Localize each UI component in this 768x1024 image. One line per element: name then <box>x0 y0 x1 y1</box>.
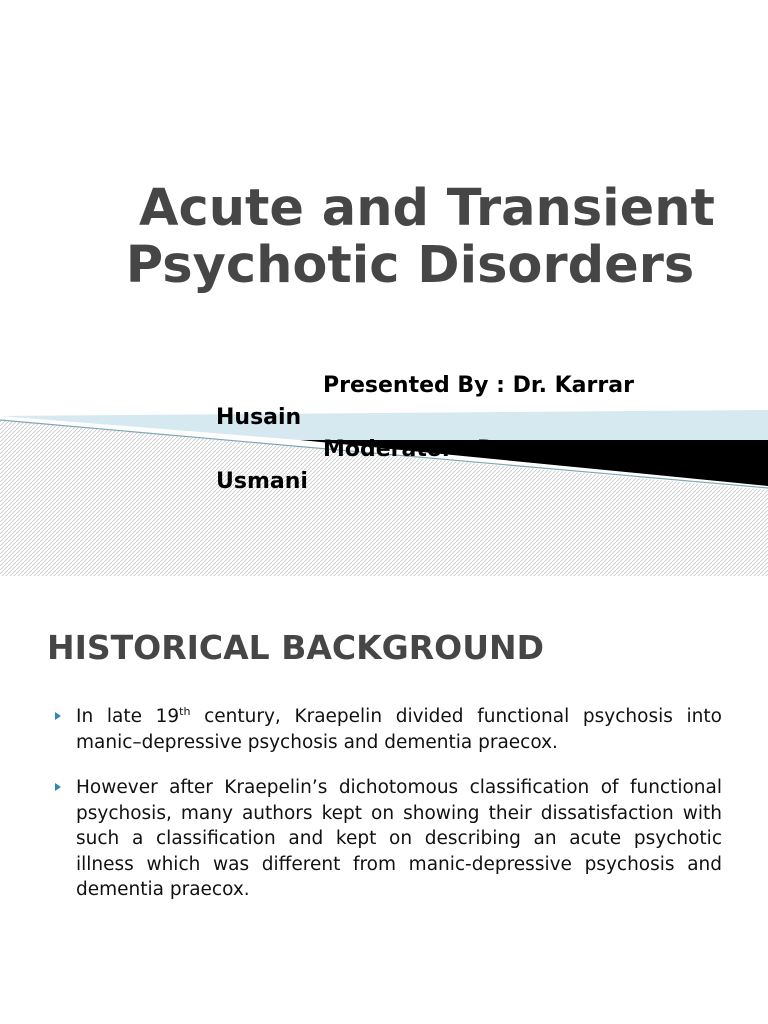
slide-title-line-1: Acute and Transient <box>139 179 715 238</box>
triangle-bullet-icon <box>55 783 61 791</box>
section-heading: HISTORICAL BACKGROUND <box>47 628 545 667</box>
moderator-name-cont: Usmani <box>216 469 308 494</box>
bullet-item <box>52 704 722 755</box>
bullet-text-start: In late 19 <box>76 706 180 727</box>
ordinal-suffix: th <box>179 705 191 718</box>
bullet-text: However after Kraepelin’s dichotomous classification of functional psychosis, many authors kept on showing their dissatisfaction with such a classification and kept on describing an acute psychotic illness which was different from manic-depressive psychosis and dementia praecox. <box>76 777 722 900</box>
bullet-text-end: century, Kraepelin divided functional psychosis into manic–depressive psychosis and dementia praecox. <box>76 706 722 753</box>
presenter-block <box>216 370 736 498</box>
bullet-item <box>52 775 722 903</box>
slide-title-line-2: Psychotic Disorders <box>125 236 695 295</box>
presenter-name-cont: Husain <box>216 405 302 430</box>
bullet-list <box>52 704 722 923</box>
slide-title <box>80 180 740 294</box>
moderator-line: Moderator : Dr. ... <box>323 437 545 462</box>
triangle-bullet-icon <box>55 712 61 720</box>
content-slide <box>0 576 768 1024</box>
presenter-line: Presented By : Dr. Karrar <box>323 373 634 398</box>
